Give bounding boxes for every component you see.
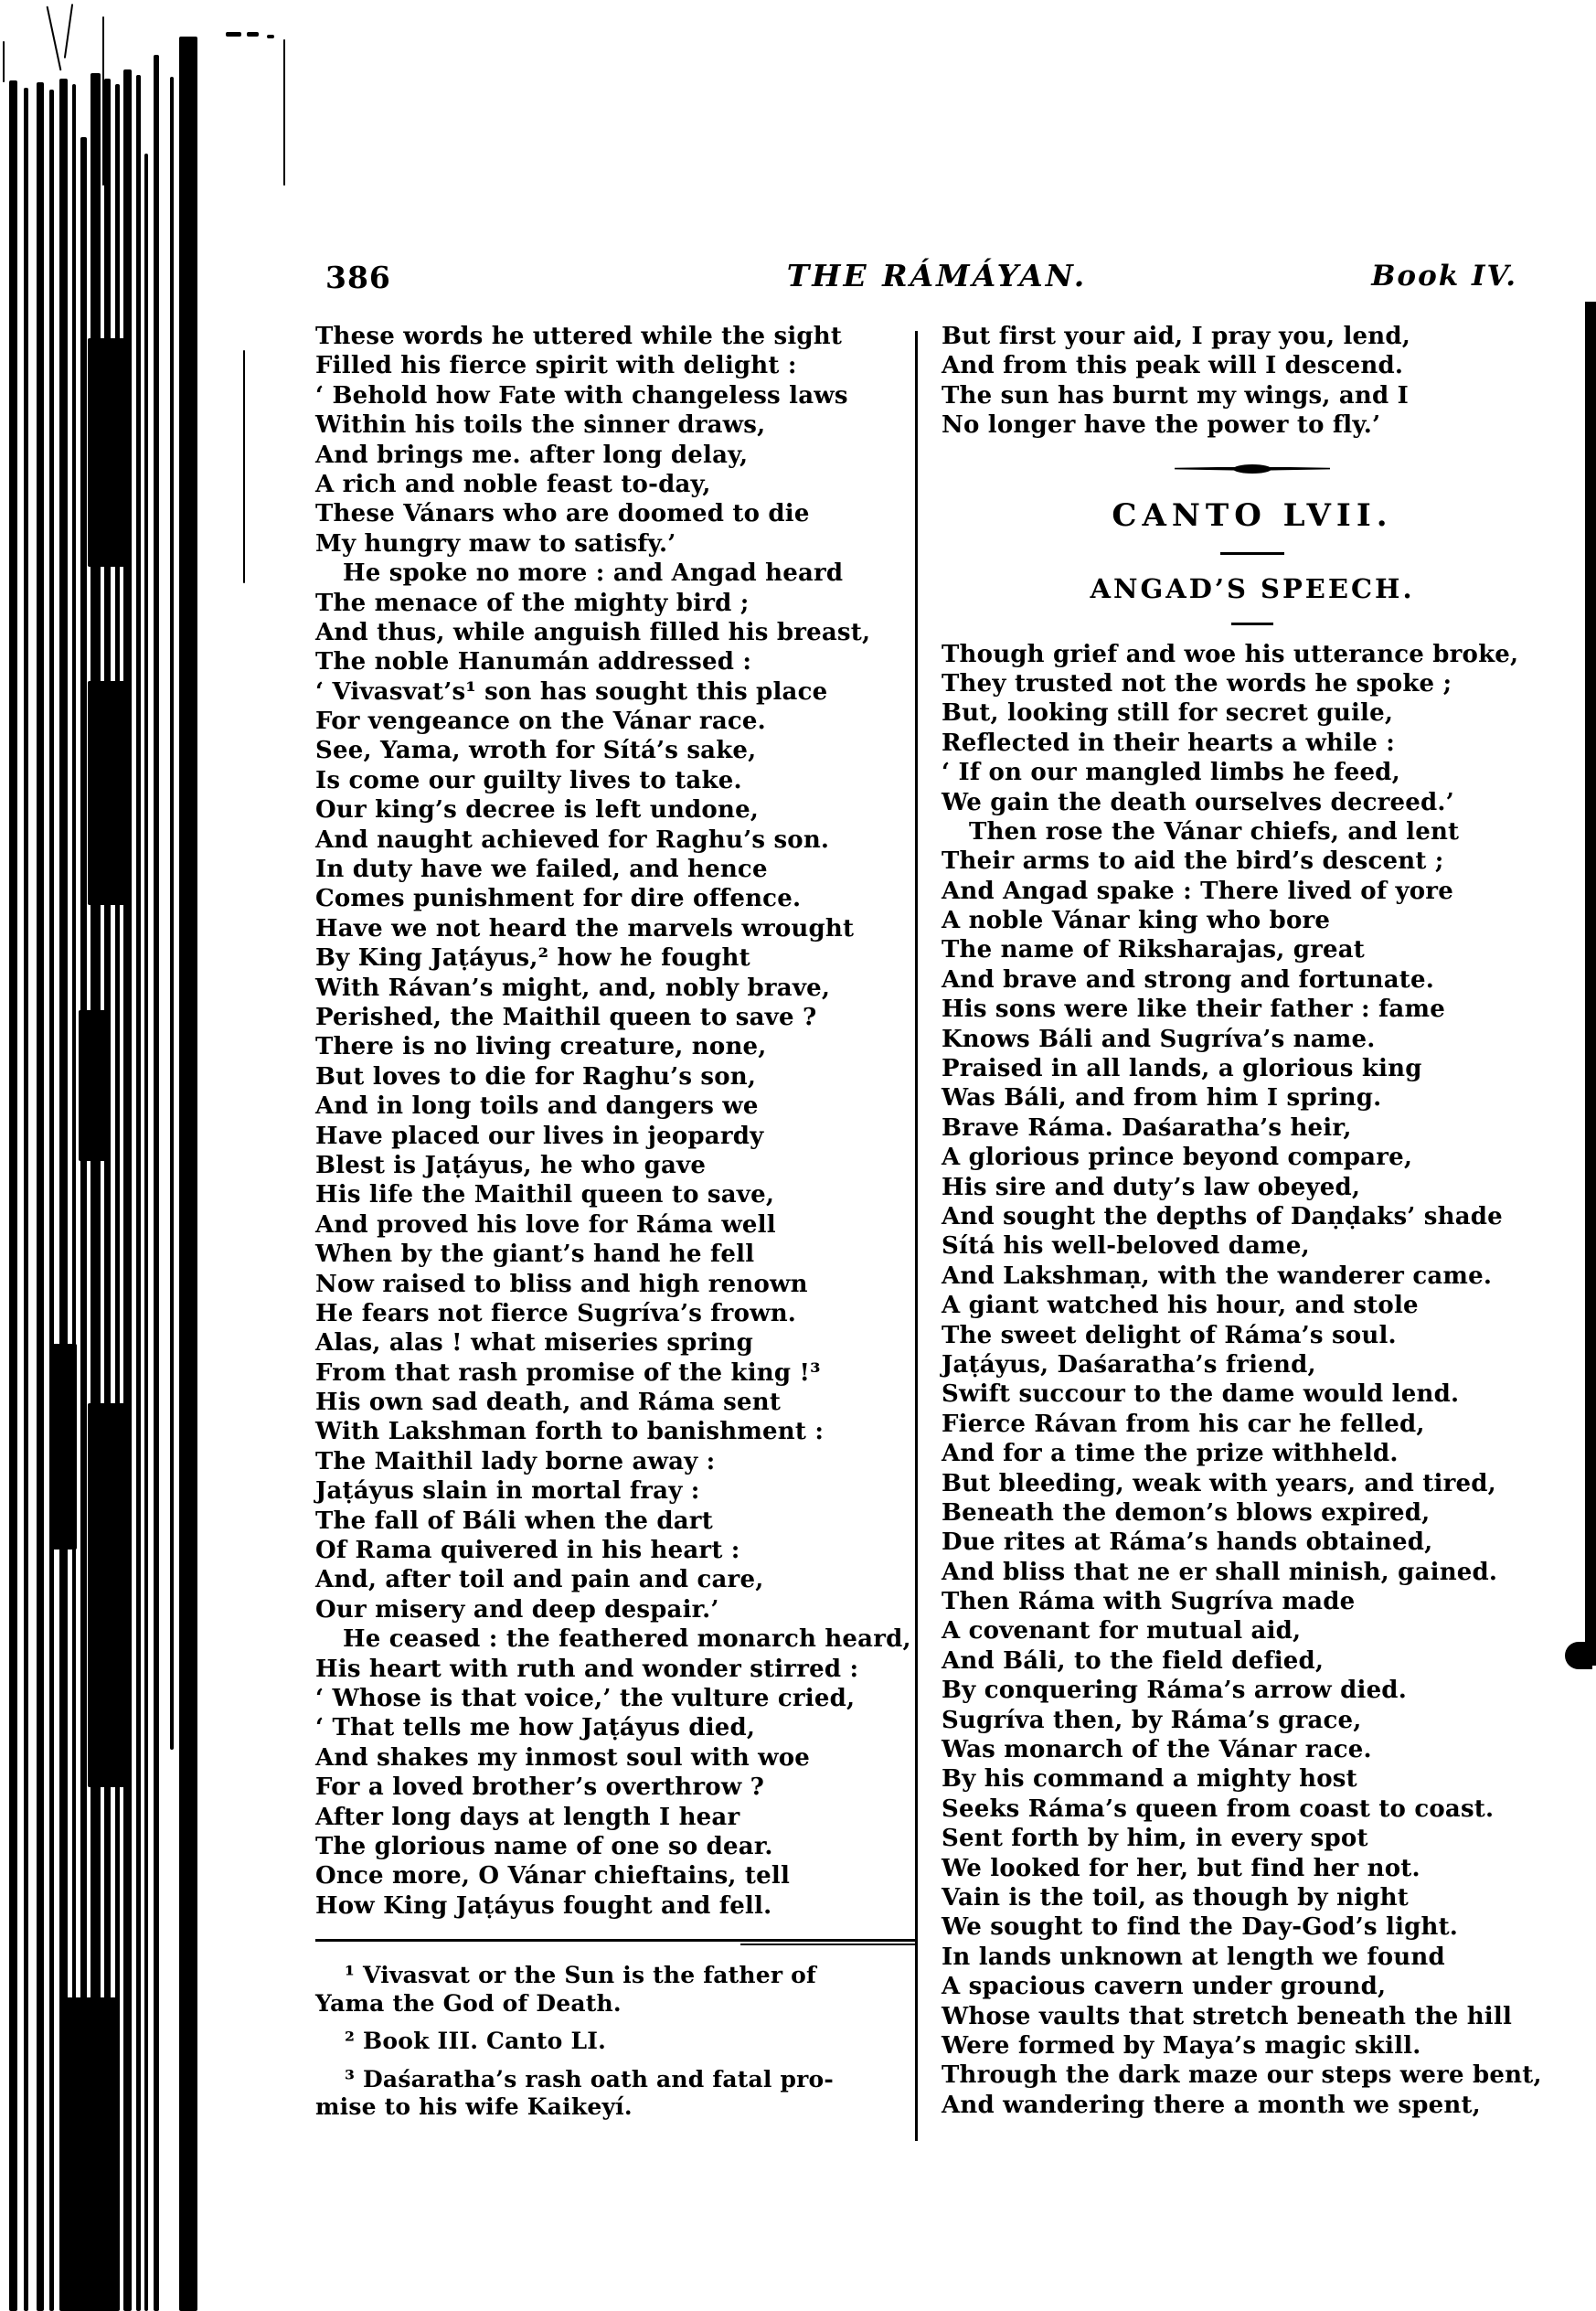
- verse-line: The sun has burnt my wings, and I: [942, 381, 1410, 410]
- verse-line: A glorious prince beyond compare,: [942, 1144, 1413, 1172]
- verse-line: Our misery and deep despair.’: [315, 1595, 719, 1624]
- verse-line: Was Báli, and from him I spring.: [942, 1084, 1382, 1113]
- verse-line: The glorious name of one so dear.: [315, 1832, 773, 1860]
- heading-rule: [1220, 552, 1284, 555]
- footnote-line: ³ Daśaratha’s rash oath and fatal pro-: [345, 2065, 834, 2093]
- verse-line: Of Rama quivered in his heart :: [315, 1537, 740, 1565]
- footnote-separator-rule-segment: [740, 1944, 916, 1945]
- verse-line: The sweet delight of Ráma’s soul.: [942, 1321, 1397, 1349]
- page-number: 386: [325, 260, 391, 295]
- verse-line: Though grief and woe his utterance broke,: [942, 640, 1519, 668]
- verse-line: A giant watched his hour, and stole: [942, 1292, 1419, 1320]
- verse-line: Vain is the toil, as though by night: [942, 1883, 1409, 1912]
- right-edge-scan-line: [1585, 302, 1596, 1666]
- verse-line: And bliss that ne er shall minish, gained.: [942, 1558, 1498, 1586]
- verse-line: Then rose the Vánar chiefs, and lent: [969, 817, 1460, 846]
- verse-line: Perished, the Maithil queen to save ?: [315, 1003, 817, 1031]
- binding-streak: [37, 82, 44, 2311]
- verse-line: We sought to find the Day-God’s light.: [942, 1913, 1459, 1942]
- tapered-rule-ornament: [1175, 464, 1330, 474]
- binding-streak: [88, 681, 130, 905]
- verse-line: Once more, O Vánar chieftains, tell: [315, 1862, 791, 1890]
- verse-line: We looked for her, but find her not.: [942, 1854, 1420, 1882]
- verse-line: But bleeding, weak with years, and tired,: [942, 1469, 1496, 1497]
- canto-subheading: ANGAD’S SPEECH.: [1090, 572, 1415, 604]
- verse-line: He spoke no more : and Angad heard: [343, 559, 844, 588]
- verse-line: The menace of the mighty bird ;: [315, 589, 750, 617]
- verse-line: In lands unknown at length we found: [942, 1943, 1445, 1971]
- verse-line: We gain the death ourselves decreed.’: [942, 788, 1454, 816]
- verse-line: By King Jaṭáyus,² how he fought: [315, 944, 750, 973]
- footnotes: [315, 1962, 930, 2132]
- verse-line: And naught achieved for Raghu’s son.: [315, 825, 830, 854]
- footnote-separator-rule: [315, 1939, 916, 1942]
- verse-line: Brave Ráma. Daśaratha’s heir,: [942, 1113, 1352, 1142]
- verse-line: ‘ Behold how Fate with changeless laws: [315, 381, 848, 410]
- binding-streak: [51, 1344, 77, 1550]
- verse-line: He fears not fierce Sugríva’s frown.: [315, 1299, 797, 1327]
- verse-line: Jaṭáyus, Daśaratha’s friend,: [942, 1350, 1316, 1379]
- verse-line: How King Jaṭáyus fought and fell.: [315, 1891, 772, 1920]
- running-title: THE RÁMÁYAN.: [786, 258, 1088, 293]
- verse-line: With Rávan’s might, and, nobly brave,: [315, 974, 831, 1002]
- verse-line: Swift succour to the dame would lend.: [942, 1380, 1460, 1409]
- verse-line: And, after toil and pain and care,: [315, 1566, 764, 1594]
- footnote-1: [315, 1962, 930, 2018]
- verse-line: And proved his love for Ráma well: [315, 1210, 776, 1239]
- book-label: Book IV.: [1371, 260, 1517, 293]
- verse-line: The name of Riksharajas, great: [942, 936, 1365, 964]
- verse-line: There is no living creature, none,: [315, 1033, 767, 1061]
- binding-streak: [59, 79, 68, 2311]
- verse-line: ‘ Whose is that voice,’ the vulture cried,: [315, 1684, 856, 1712]
- verse-line: Have we not heard the marvels wrought: [315, 914, 855, 943]
- footnote-2: [315, 2028, 930, 2056]
- binding-streak: [267, 35, 274, 38]
- verse-line: Blest is Jaṭáyus, he who gave: [315, 1151, 707, 1179]
- verse-line: A covenant for mutual aid,: [942, 1617, 1302, 1645]
- verse-line: And wandering there a month we spent,: [942, 2091, 1481, 2119]
- verse-line: Reflected in their hearts a while :: [942, 729, 1396, 757]
- verse-line: The fall of Báli when the dart: [315, 1507, 713, 1535]
- verse-line: Praised in all lands, a glorious king: [942, 1055, 1422, 1083]
- verse-line: Have placed our lives in jeopardy: [315, 1122, 764, 1150]
- verse-line: And from this peak will I descend.: [942, 352, 1404, 380]
- verse-line: And brings me. after long delay,: [315, 441, 749, 469]
- verse-line: His life the Maithil queen to save,: [315, 1181, 775, 1209]
- ornament-left-bar: [1175, 467, 1239, 471]
- verse-line: From that rash promise of the king !³: [315, 1358, 821, 1387]
- subheading-rule: [1231, 623, 1273, 625]
- binding-streak: [92, 117, 94, 199]
- verse-line: They trusted not the words he spoke ;: [942, 669, 1452, 698]
- verse-line: Alas, alas ! what miseries spring: [315, 1329, 754, 1358]
- column-divider-rule: [915, 331, 918, 2141]
- binding-streak: [136, 75, 141, 2311]
- verse-line: Then Ráma with Sugríva made: [942, 1588, 1356, 1616]
- binding-streak: [88, 1403, 128, 1787]
- verse-line: And thus, while anguish filled his breast,: [315, 618, 871, 646]
- verse-line: When by the giant’s hand he fell: [315, 1241, 755, 1269]
- binding-streak: [24, 88, 28, 2311]
- verse-line: And in long toils and dangers we: [315, 1092, 759, 1121]
- verse-line: Beneath the demon’s blows expired,: [942, 1498, 1431, 1527]
- verse-line: No longer have the power to fly.’: [942, 411, 1381, 440]
- verse-line: A rich and noble feast to-day,: [315, 470, 711, 498]
- verse-line: And sought the depths of Daṇḍaks’ shade: [942, 1202, 1503, 1230]
- verse-line: These words he uttered while the sight: [315, 323, 843, 350]
- canto-heading: CANTO LVII.: [1112, 496, 1393, 534]
- verse-line: My hungry maw to satisfy.’: [315, 529, 676, 558]
- verse-line: Sugríva then, by Ráma’s grace,: [942, 1706, 1362, 1734]
- verse-line: By conquering Ráma’s arrow died.: [942, 1677, 1407, 1705]
- binding-streak: [88, 338, 128, 567]
- verse-line: His own sad death, and Ráma sent: [315, 1389, 782, 1417]
- verse-line: With Lakshman forth to banishment :: [315, 1418, 825, 1446]
- binding-streak: [60, 1997, 119, 2311]
- verse-line: For a loved brother’s overthrow ?: [315, 1773, 765, 1802]
- verse-line: Through the dark maze our steps were bent,: [942, 2061, 1542, 2090]
- verse-line: The Maithil lady borne away :: [315, 1447, 716, 1475]
- footnote-line: mise to his wife Kaikeyí.: [315, 2093, 633, 2120]
- binding-streak: [9, 80, 17, 2311]
- verse-line: ‘ If on our mangled limbs he feed,: [942, 759, 1400, 787]
- verse-line: But, looking still for secret guile,: [942, 699, 1394, 728]
- verse-line: But loves to die for Raghu’s son,: [315, 1062, 757, 1091]
- binding-streak: [283, 39, 285, 186]
- verse-line: Comes punishment for dire offence.: [315, 885, 802, 913]
- verse-line: Sent forth by him, in every spot: [942, 1825, 1368, 1853]
- binding-streak: [243, 350, 245, 583]
- verse-line: Filled his fierce spirit with delight :: [315, 352, 797, 380]
- verse-line: By his command a mighty host: [942, 1765, 1357, 1794]
- verse-line: Is come our guilty lives to take.: [315, 766, 742, 794]
- canto-body: [942, 640, 1563, 2121]
- footnote-line: Yama the God of Death.: [315, 1989, 622, 2017]
- verse-line: He ceased : the feathered monarch heard,: [343, 1625, 911, 1654]
- footnote-line: ² Book III. Canto LI.: [345, 2028, 607, 2054]
- verse-line: A noble Vánar king who bore: [942, 907, 1331, 935]
- verse-line: And Angad spake : There lived of yore: [942, 877, 1453, 905]
- verse-line: Jaṭáyus slain in mortal fray :: [315, 1477, 700, 1506]
- ornament-diamond: [1233, 464, 1271, 474]
- verse-line: The noble Hanumán addressed :: [315, 648, 752, 676]
- binding-streak: [144, 154, 148, 2311]
- ornament-right-bar: [1266, 467, 1330, 471]
- binding-streak: [72, 84, 76, 2311]
- verse-line: A spacious cavern under ground,: [942, 1973, 1387, 2001]
- verse-line: Sítá his well-beloved dame,: [942, 1232, 1310, 1261]
- binding-streak: [79, 1010, 110, 1161]
- verse-line: Now raised to bliss and high renown: [315, 1270, 808, 1298]
- verse-line: For vengeance on the Vánar race.: [315, 708, 766, 736]
- footnote-3: [315, 2066, 930, 2122]
- verse-line: Whose vaults that stretch beneath the hill: [942, 2002, 1513, 2030]
- verse-line: And brave and strong and fortunate.: [942, 965, 1435, 994]
- right-verse-column: [942, 322, 1563, 2120]
- verse-line: Were formed by Maya’s magic skill.: [942, 2031, 1421, 2060]
- binding-streak: [80, 137, 87, 2311]
- binding-streak: [102, 16, 104, 186]
- verse-line: His heart with ruth and wonder stirred :: [315, 1655, 859, 1683]
- binding-streak: [3, 41, 5, 82]
- right-column-intro: [942, 322, 1563, 441]
- binding-streak: [154, 55, 159, 2311]
- verse-line: And Báli, to the field defied,: [942, 1646, 1325, 1675]
- verse-line: After long days at length I hear: [315, 1803, 740, 1831]
- verse-line: Their arms to aid the bird’s descent ;: [942, 847, 1444, 876]
- verse-line: Within his toils the sinner draws,: [315, 411, 766, 440]
- binding-streak: [49, 90, 54, 2311]
- verse-line: Knows Báli and Sugríva’s name.: [942, 1025, 1376, 1053]
- verse-line: But first your aid, I pray you, lend,: [942, 323, 1411, 350]
- verse-line: Our king’s decree is left undone,: [315, 796, 760, 825]
- binding-streak: [247, 32, 259, 37]
- binding-streak: [179, 37, 197, 2311]
- verse-line: And shakes my inmost soul with woe: [315, 1743, 811, 1772]
- verse-line: Fierce Rávan from his car he felled,: [942, 1410, 1425, 1438]
- binding-streak: [226, 32, 241, 37]
- verse-line: In duty have we failed, and hence: [315, 856, 768, 884]
- verse-line: His sire and duty’s law obeyed,: [942, 1173, 1361, 1201]
- verse-line: And for a time the prize withheld.: [942, 1440, 1399, 1468]
- binding-streak: [170, 77, 174, 1750]
- verse-line: And Lakshmaṇ, with the wanderer came.: [942, 1262, 1493, 1290]
- binding-streak: [47, 6, 62, 71]
- right-edge-scan-blob: [1565, 1642, 1592, 1669]
- verse-line: ‘ That tells me how Jaṭáyus died,: [315, 1714, 756, 1742]
- footnote-line: ¹ Vivasvat or the Sun is the father of: [345, 1962, 816, 1988]
- verse-line: Due rites at Ráma’s hands obtained,: [942, 1528, 1433, 1557]
- verse-line: ‘ Vivasvat’s¹ son has sought this place: [315, 677, 828, 706]
- binding-streak: [64, 4, 73, 59]
- verse-line: Seeks Ráma’s queen from coast to coast.: [942, 1794, 1495, 1823]
- verse-line: Was monarch of the Vánar race.: [942, 1736, 1372, 1764]
- verse-line: These Vánars who are doomed to die: [315, 500, 810, 528]
- verse-line: See, Yama, wroth for Sítá’s sake,: [315, 737, 757, 765]
- left-verse-column: [315, 322, 930, 1921]
- verse-line: His sons were like their father : fame: [942, 996, 1445, 1024]
